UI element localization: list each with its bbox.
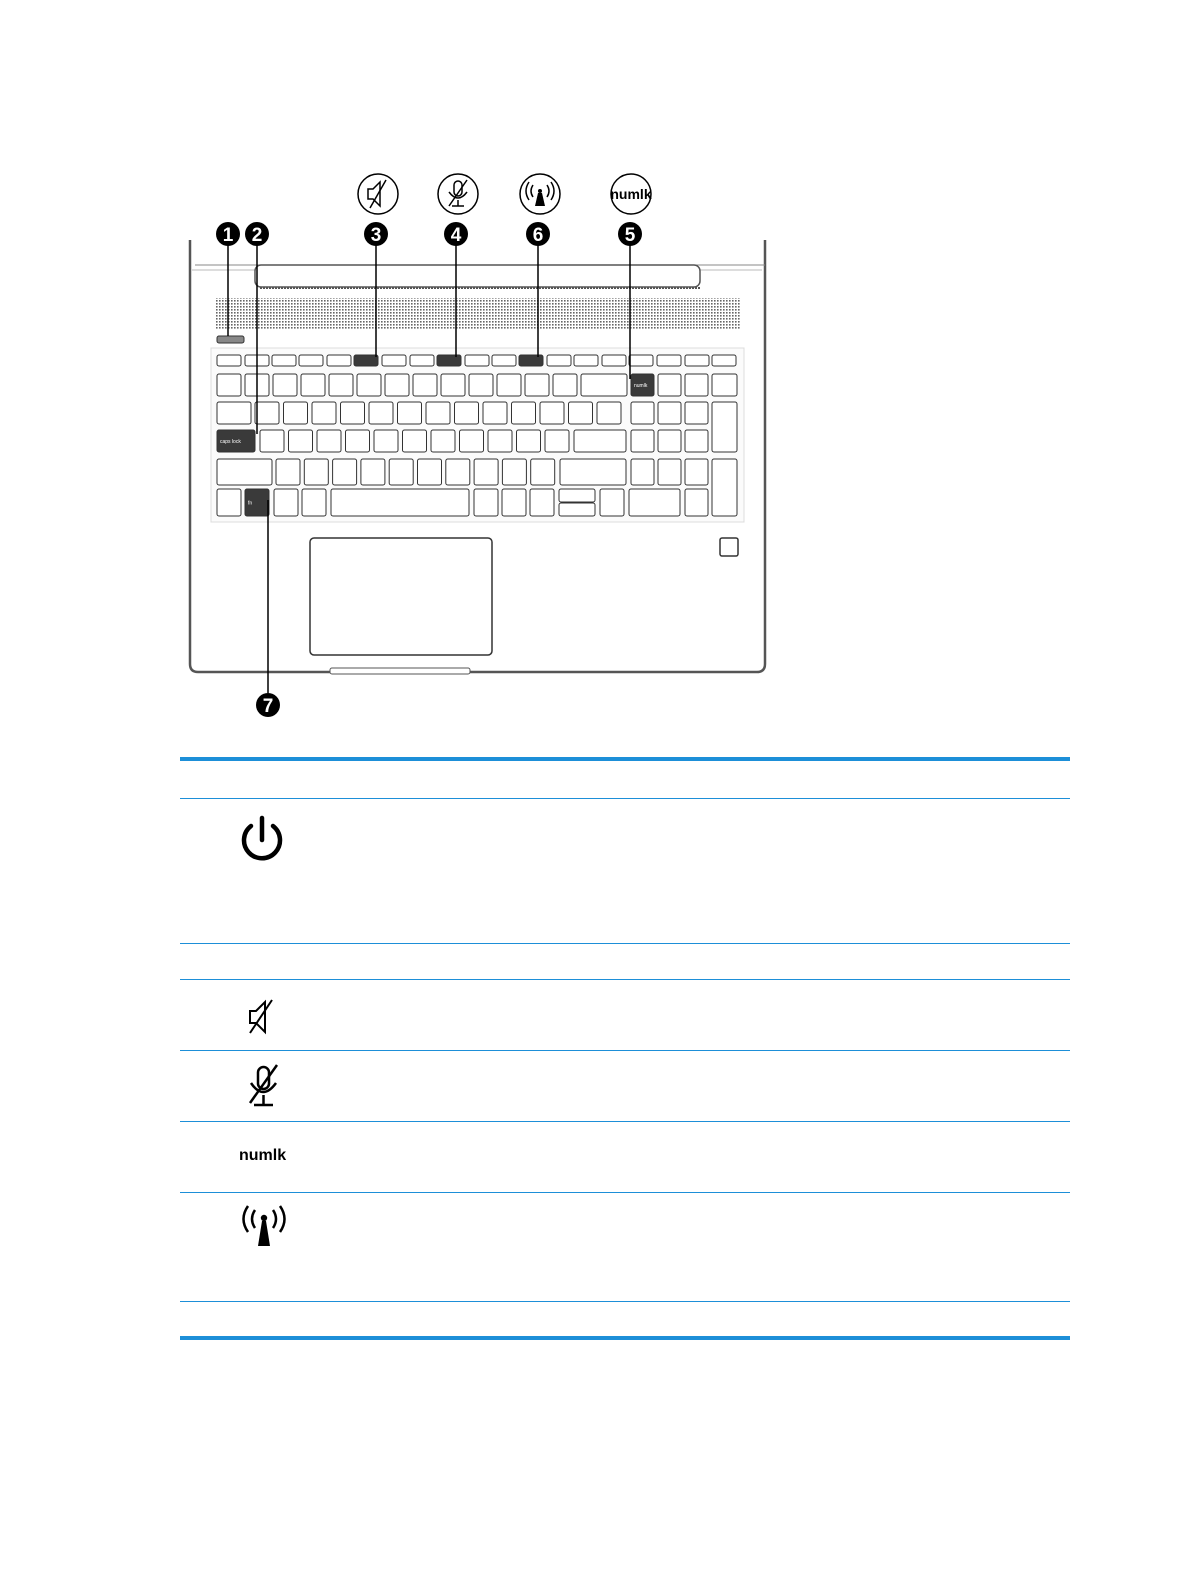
function-key <box>712 355 736 366</box>
numpad-plus-key <box>712 402 737 452</box>
key <box>540 402 564 424</box>
key <box>512 402 536 424</box>
laptop-illustration <box>0 0 1190 740</box>
key <box>658 374 681 396</box>
table-header-row <box>180 761 1070 798</box>
table-row <box>180 1051 1070 1121</box>
key <box>631 430 654 452</box>
key <box>398 402 422 424</box>
table-row <box>180 799 1070 943</box>
arrow-right-key <box>600 489 624 516</box>
key <box>441 374 465 396</box>
caps-lock-key-label: caps lock <box>220 439 241 445</box>
key <box>446 459 470 485</box>
key <box>284 402 308 424</box>
svg-text:5: 5 <box>624 225 636 246</box>
microphone-mute-icon <box>242 1061 286 1111</box>
svg-text:1: 1 <box>222 225 234 246</box>
function-key-highlighted <box>354 355 378 366</box>
key <box>685 402 708 424</box>
key <box>403 430 427 452</box>
key <box>431 430 455 452</box>
key <box>418 459 442 485</box>
key <box>658 430 681 452</box>
callout-7 <box>256 693 280 717</box>
key <box>685 430 708 452</box>
icon-cell <box>180 1051 340 1121</box>
key <box>531 459 555 485</box>
key <box>301 374 325 396</box>
key <box>569 402 593 424</box>
key <box>474 489 498 516</box>
key <box>260 430 284 452</box>
key <box>217 374 241 396</box>
power-icon <box>236 814 288 866</box>
svg-text:4: 4 <box>450 225 462 246</box>
key <box>545 430 569 452</box>
function-key <box>602 355 626 366</box>
arrow-left-key <box>530 489 554 516</box>
key <box>369 402 393 424</box>
key <box>385 374 409 396</box>
key <box>525 374 549 396</box>
key <box>685 374 708 396</box>
icon-cell <box>180 1193 340 1301</box>
component-table <box>180 757 1070 1340</box>
table-bottom-rule <box>180 1336 1070 1340</box>
icon-cell <box>180 1122 340 1192</box>
function-key <box>465 355 489 366</box>
key <box>357 374 381 396</box>
key <box>389 459 413 485</box>
key <box>474 459 498 485</box>
num-lock-key-label: numlk <box>634 383 648 389</box>
numpad-enter-key <box>712 459 737 516</box>
shift-key <box>560 459 626 485</box>
key <box>712 374 737 396</box>
mute-icon <box>358 174 398 214</box>
callout-5 <box>618 222 642 246</box>
callout-3 <box>364 222 388 246</box>
num-lock-label: numlk <box>239 1147 287 1164</box>
function-key <box>299 355 323 366</box>
key <box>413 374 437 396</box>
key <box>276 459 300 485</box>
tab-key <box>217 402 251 424</box>
key <box>469 374 493 396</box>
function-key <box>327 355 351 366</box>
key <box>658 459 681 485</box>
keyboard <box>217 355 737 516</box>
function-key <box>410 355 434 366</box>
key <box>273 374 297 396</box>
callout-2 <box>245 222 269 246</box>
function-key <box>382 355 406 366</box>
shift-key <box>217 459 272 485</box>
table-row <box>180 980 1070 1050</box>
key <box>329 374 353 396</box>
key <box>658 402 681 424</box>
space-key <box>331 489 469 516</box>
fn-key-label: fn <box>248 500 253 507</box>
function-key <box>685 355 709 366</box>
num-lock-label: numlk <box>610 186 652 202</box>
function-key <box>217 355 241 366</box>
icon-cell <box>180 980 340 1050</box>
arrow-down-key <box>559 503 595 516</box>
key <box>517 430 541 452</box>
key <box>483 402 507 424</box>
function-key <box>574 355 598 366</box>
key <box>502 489 526 516</box>
key <box>455 402 479 424</box>
key <box>333 459 357 485</box>
table-row <box>180 944 1070 979</box>
function-key <box>629 355 653 366</box>
key <box>460 430 484 452</box>
callout-6 <box>526 222 550 246</box>
numpad-zero-key <box>629 489 680 516</box>
svg-text:3: 3 <box>370 225 382 246</box>
svg-text:6: 6 <box>532 225 544 246</box>
num-lock-icon <box>610 174 651 214</box>
key <box>631 459 654 485</box>
key <box>289 430 313 452</box>
key <box>346 430 370 452</box>
key <box>685 489 708 516</box>
icon-cell <box>180 799 340 943</box>
callout-1 <box>216 222 240 246</box>
key <box>304 459 328 485</box>
key <box>312 402 336 424</box>
airplane-mode-icon <box>520 174 560 214</box>
table-row <box>180 1302 1070 1336</box>
key <box>685 459 708 485</box>
key <box>341 402 365 424</box>
table-row <box>180 1122 1070 1192</box>
key <box>597 402 621 424</box>
key <box>274 489 298 516</box>
svg-text:7: 7 <box>262 696 274 717</box>
function-key-highlighted <box>437 355 461 366</box>
key <box>553 374 577 396</box>
key <box>426 402 450 424</box>
key <box>317 430 341 452</box>
key <box>302 489 326 516</box>
function-key-highlighted <box>519 355 543 366</box>
key <box>502 459 526 485</box>
arrow-up-key <box>559 489 595 502</box>
key <box>631 402 654 424</box>
svg-text:2: 2 <box>251 225 263 246</box>
callout-4 <box>444 222 468 246</box>
backspace-key <box>581 374 627 396</box>
function-key <box>657 355 681 366</box>
key <box>497 374 521 396</box>
microphone-mute-icon <box>438 174 478 214</box>
key <box>488 430 512 452</box>
function-key <box>547 355 571 366</box>
table-row <box>180 1193 1070 1301</box>
mute-icon <box>244 997 284 1037</box>
function-key <box>272 355 296 366</box>
key <box>255 402 279 424</box>
laptop-top-view-figure <box>0 0 1190 740</box>
key <box>361 459 385 485</box>
enter-key <box>574 430 626 452</box>
key <box>374 430 398 452</box>
airplane-mode-icon <box>238 1203 290 1251</box>
function-key <box>492 355 516 366</box>
ctrl-key <box>217 489 241 516</box>
